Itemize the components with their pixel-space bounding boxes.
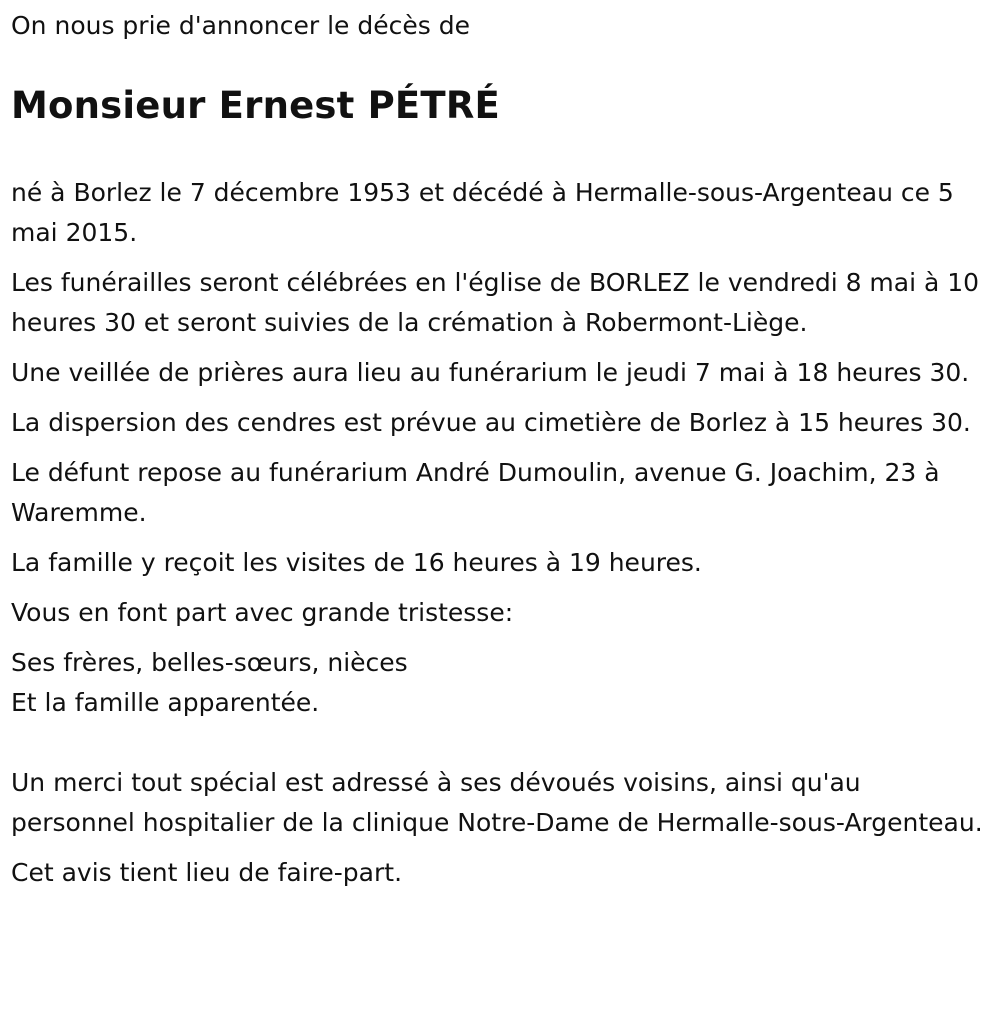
closing-paragraph: Cet avis tient lieu de faire-part. — [11, 858, 403, 887]
family-line-2: Et la famille apparentée. — [11, 688, 320, 717]
deceased-name: Monsieur Ernest PÉTRÉ — [11, 84, 500, 127]
repose-paragraph: Le défunt repose au funérarium André Dumoulin, avenue G. Joachim, 23 à Waremme. — [11, 458, 940, 527]
announce-paragraph: Vous en font part avec grande tristesse: — [11, 598, 514, 627]
birth-death-paragraph: né à Borlez le 7 décembre 1953 et décédé à Hermalle-sous-Argenteau ce 5 mai 2015. — [11, 178, 954, 247]
notice-body — [11, 173, 986, 893]
funeral-paragraph: Les funérailles seront célébrées en l'église de BORLEZ le vendredi 8 mai à 10 heures 30 et seront suivies de la crémation à Robermont-Liège. — [11, 268, 980, 337]
ashes-paragraph: La dispersion des cendres est prévue au cimetière de Borlez à 15 heures 30. — [11, 408, 971, 437]
family-paragraph — [11, 643, 986, 723]
vigil-paragraph: Une veillée de prières aura lieu au funérarium le jeudi 7 mai à 18 heures 30. — [11, 358, 970, 387]
thanks-paragraph: Un merci tout spécial est adressé à ses dévoués voisins, ainsi qu'au personnel hospitalier de la clinique Notre-Dame de Hermalle-sous-Argenteau. — [11, 768, 983, 837]
intro-text: On nous prie d'annoncer le décès de — [11, 11, 470, 40]
visits-paragraph: La famille y reçoit les visites de 16 heures à 19 heures. — [11, 548, 702, 577]
family-line-1: Ses frères, belles-sœurs, nièces — [11, 648, 408, 677]
